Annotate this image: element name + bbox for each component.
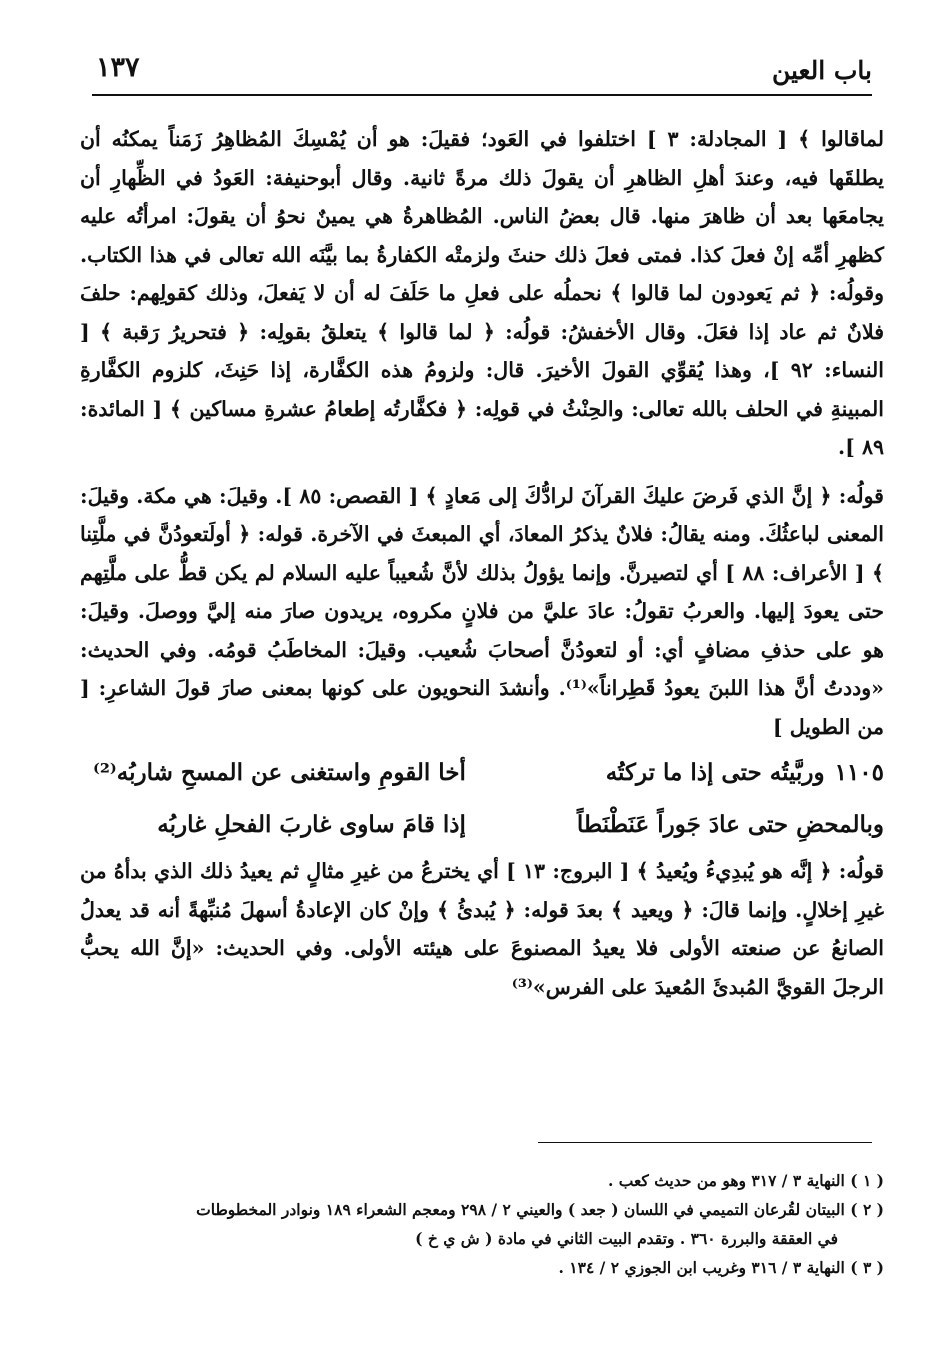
verse-number: ١١٠٥ (834, 759, 884, 786)
verse-line-2 (80, 800, 884, 850)
verse-line2-first: وبالمحضِ حتى عادَ جَوراً عَنَطْنَطاً (576, 811, 884, 838)
verse-line2-second: إذا قامَ ساوى غاربَ الفحلِ غاربُه (157, 811, 466, 838)
footnote-3: ( ٣ ) النهاية ٣ / ٣١٦ وغريب ابن الجوزي ٢ / ١٣٤ . (558, 1258, 884, 1277)
verse-line-1 (80, 748, 884, 798)
footnote-1: ( ١ ) النهاية ٣ / ٣١٧ وهو من حديث كعب . (607, 1171, 884, 1190)
page-header (92, 40, 872, 96)
verse-line1-second: أخا القومِ واستغنى عن المسحِ شاربُه⁽²⁾ (92, 759, 466, 786)
page-number: ١٣٧ (96, 52, 140, 83)
poem-verse (80, 748, 884, 850)
verse-line1-first: وربَّيتُه حتى إذا ما تركتُه (605, 759, 825, 786)
footnotes (80, 1166, 884, 1282)
paragraph-yubdiu: قولُه: ﴿ إنَّه هو يُبدِيءُ ويُعيدُ ﴾ [ البروج: ١٣ ] أي يخترعُ من غيرِ مثالٍ ثم يعيدُ ذلك الذي بدأهُ من غيرِ إخلالٍ. وإنما قالَ: ﴿ ويعيد ﴾ بعدَ قوله: ﴿ يُبدئُ ﴾ وإنْ كان الإعادةُ أسهلَ مُنبِّهةً أنه قد يعدلُ الصانعُ عن صنعته الأولى فلا يعيدُ المصنوعَ على هيئته الأولى. وفي الحديث: «إنَّ الله يحبُّ الرجلَ القويَّ المُبدئَ المُعيدَ على الفرس»⁽³⁾ (80, 859, 884, 999)
footnote-2-continued: في العققة والبررة ٣٦٠ . وتقدم البيت الثاني في مادة ( ش ي خ ) (415, 1229, 838, 1248)
paragraph-maad: قولُه: ﴿ إنَّ الذي فَرضَ عليكَ القرآنَ لرادُّكَ إلى مَعادٍ ﴾ [ القصص: ٨٥ ]. وقيلَ: هي مكة. وقيلَ: المعنى لباعثُكَ. ومنه يقالُ: فلانٌ يذكرُ المعادَ، أي المبعثَ في الآخرة. قوله: ﴿ أولَتعودُنَّ في ملَّتِنا ﴾ [ الأعراف: ٨٨ ] أي لتصيرنَّ. وإنما يؤولُ بذلك لأنَّ شُعيباً عليه السلام لم يكن قطُّ على ملَّتِهم حتى يعودَ إليها. والعربُ تقولُ: عادَ عليَّ من فلانٍ مكروه، يريدون صارَ منه إليَّ ووصلَ. وقيلَ: هو على حذفِ مضافٍ أي: أو لتعودُنَّ أصحابَ شُعيب. وقيلَ: المخاطَبُ قومُه. وفي الحديث: «وددتُ أنَّ هذا اللبنَ يعودُ قَطِراناً»⁽¹⁾. وأنشدَ النحويون على كونها بمعنى صارَ قولَ الشاعرِ: [ من الطويل ] (80, 483, 884, 739)
paragraph-zihar: لماقالوا ﴾ [ المجادلة: ٣ ] اختلفوا في العَود؛ فقيلَ: هو أن يُمْسِكَ المُظاهِرُ زَمَناً يمكنُه أن يطلقَها فيه، وعندَ أهلِ الظاهرِ أن يقولَ ذلك مرةً ثانية. وقال أبوحنيفة: العَودُ في الظِّهارِ أن يجامعَها بعد أن ظاهرَ منها. قال بعضُ الناس. المُظاهرةُ هي يمينٌ نحوُ أن يقولَ: امرأتُه عليه كظهرِ أمِّه إنْ فعلَ كذا. فمتى فعلَ ذلك حنثَ ولزمتْه الكفارةُ بما بيَّنَه الله تعالى في هذا الكتاب. وقولُه: ﴿ ثم يَعودون لما قالوا ﴾ نحملُه على فعلِ ما حَلَفَ له أن لا يَفعلَ، وذلك كقولِهم: حلفَ فلانٌ ثم عاد إذا فعَلَ. وقال الأخفشُ: قولُه: ﴿ لما قالوا ﴾ يتعلقُ بقولِه: ﴿ فتحريرُ رَقبة ﴾ [ النساء: ٩٢ ]، وهذا يُقوِّي القولَ الأخيرَ. قال: ولزومُ هذه الكفَّارة، إذا حَنِثَ، كلزوم الكفَّارةِ المبينةِ في الحلف بالله تعالى: والحِنْثُ في قولِه: ﴿ فكفَّارتُه إطعامُ عشرةِ مساكين ﴾ [ المائدة: ٨٩ ]. (80, 127, 885, 459)
main-text (80, 120, 884, 1006)
verse-hemistich (482, 748, 884, 798)
footnote-divider (538, 1142, 872, 1143)
footnote-2: ( ٢ ) البيتان لقُرعان التميمي في اللسان ( جعد ) والعيني ٢ / ٢٩٨ ومعجم الشعراء ١٨٩ ونوادر المخطوطات (196, 1200, 884, 1219)
chapter-title: باب العين (771, 56, 872, 85)
